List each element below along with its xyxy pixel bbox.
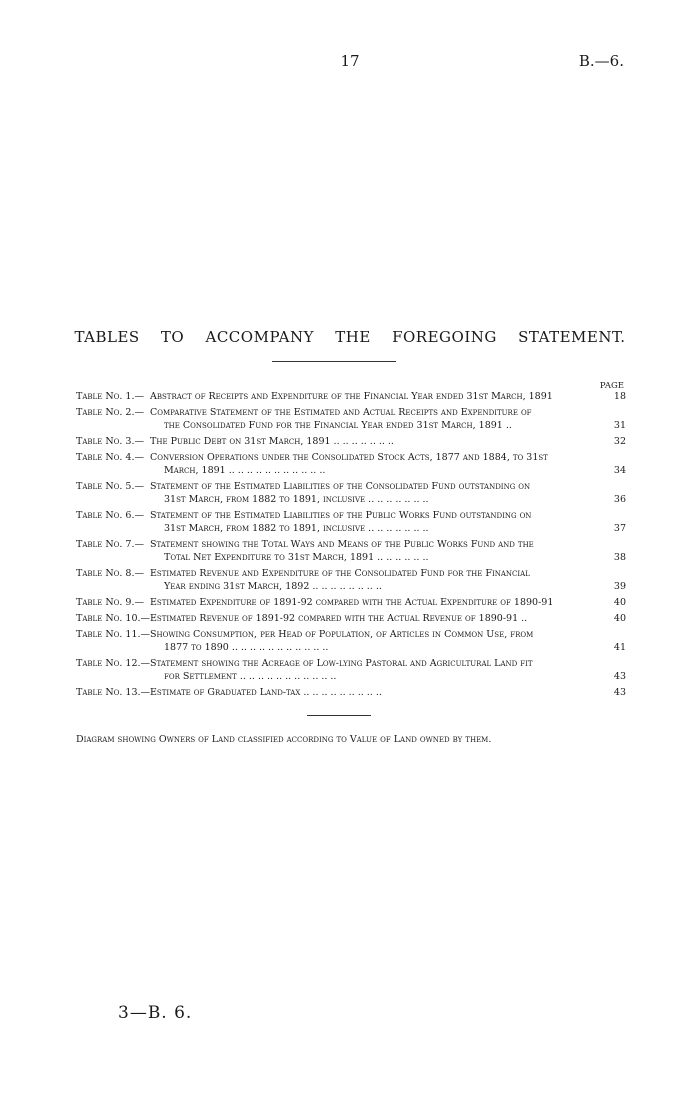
section-heading: TABLES TO ACCOMPANY THE FOREGOING STATEMENT. bbox=[74, 328, 626, 346]
toc-entry-title bbox=[150, 628, 594, 654]
heading-divider bbox=[272, 361, 396, 362]
toc-entry-title-line: Showing Consumption, per Head of Population, of Articles in Common Use, from bbox=[150, 629, 534, 640]
diagram-caption: Diagram showing Owners of Land classified according to Value of Land owned by them. bbox=[76, 734, 492, 745]
toc-entry-label: Table No. 4.— bbox=[76, 452, 144, 463]
toc-entry-label: Table No. 3.— bbox=[76, 436, 144, 447]
toc-entry bbox=[76, 509, 626, 535]
toc-entry-page: 18 bbox=[613, 391, 626, 402]
toc-entry-label: Table No. 1.— bbox=[76, 391, 144, 402]
toc-entry-title bbox=[150, 686, 594, 699]
toc-entry-title-line: Comparative Statement of the Estimated and Actual Receipts and Expenditure of bbox=[150, 407, 532, 418]
toc-entry-page: 37 bbox=[613, 523, 626, 534]
toc-entry-title-continuation: Year ending 31st March, 1892 .. .. .. .. .. .. .. .. bbox=[164, 581, 382, 592]
toc-entry bbox=[76, 612, 626, 625]
toc-entry bbox=[76, 451, 626, 477]
toc-entry-page: 43 bbox=[613, 671, 626, 682]
toc-entry bbox=[76, 657, 626, 683]
toc-entry-title bbox=[150, 406, 594, 432]
toc-entry-title-continuation: 1877 to 1890 .. .. .. .. .. .. .. .. .. .. .. bbox=[164, 642, 329, 653]
toc-entry bbox=[76, 628, 626, 654]
toc-entry-label: Table No. 8.— bbox=[76, 568, 144, 579]
toc-entry-page: 39 bbox=[613, 581, 626, 592]
toc-entry-title bbox=[150, 567, 594, 593]
toc-entry-page: 40 bbox=[613, 597, 626, 608]
toc-entry-page: 32 bbox=[613, 436, 626, 447]
toc-entry-title-continuation: 31st March, from 1882 to 1891, inclusive .. .. .. .. .. .. .. bbox=[164, 494, 429, 505]
toc-entry-title-continuation: Total Net Expenditure to 31st March, 1891 .. .. .. .. .. .. bbox=[164, 552, 429, 563]
toc-entry-label: Table No. 13.— bbox=[76, 687, 151, 698]
toc-entry-title bbox=[150, 435, 594, 448]
toc-entry bbox=[76, 596, 626, 609]
toc-entry-title-line: Estimated Revenue of 1891-92 compared with the Actual Revenue of 1890-91 .. bbox=[150, 613, 528, 624]
toc-entry-title bbox=[150, 509, 594, 535]
toc-entry-page: 31 bbox=[613, 420, 626, 431]
toc-entry bbox=[76, 480, 626, 506]
toc-entry-title-line: Statement showing the Total Ways and Means of the Public Works Fund and the bbox=[150, 539, 534, 550]
toc-entry-label: Table No. 9.— bbox=[76, 597, 144, 608]
page-number: 17 bbox=[340, 52, 360, 70]
toc-entry-title bbox=[150, 538, 594, 564]
toc-entry-title bbox=[150, 390, 594, 403]
toc-entry-title bbox=[150, 596, 594, 609]
toc-entry-page: 36 bbox=[613, 494, 626, 505]
toc-entry-title-line: Estimated Expenditure of 1891-92 compared with the Actual Expenditure of 1890-91 bbox=[150, 597, 554, 608]
toc-entry-label: Table No. 12.— bbox=[76, 658, 151, 669]
toc-entry-page: 40 bbox=[613, 613, 626, 624]
toc-entry-title-line: Statement showing the Acreage of Low-lying Pastoral and Agricultural Land fit bbox=[150, 658, 533, 669]
toc-entry bbox=[76, 686, 626, 699]
tables-list bbox=[76, 390, 626, 702]
toc-entry-title bbox=[150, 612, 594, 625]
toc-entry bbox=[76, 435, 626, 448]
toc-entry-title-continuation: March, 1891 .. .. .. .. .. .. .. .. .. .. .. bbox=[164, 465, 326, 476]
toc-entry-label: Table No. 11.— bbox=[76, 629, 151, 640]
page-column-label: PAGE bbox=[599, 381, 624, 391]
toc-entry-title-line: The Public Debt on 31st March, 1891 .. .. .. .. .. .. .. bbox=[150, 436, 394, 447]
toc-entry-page: 38 bbox=[613, 552, 626, 563]
toc-entry-title-continuation: the Consolidated Fund for the Financial Year ended 31st March, 1891 .. bbox=[164, 420, 512, 431]
toc-entry-title-continuation: for Settlement .. .. .. .. .. .. .. .. .. .. .. bbox=[164, 671, 337, 682]
toc-entry-label: Table No. 7.— bbox=[76, 539, 144, 550]
signature-mark: 3—B. 6. bbox=[118, 1003, 193, 1023]
toc-entry bbox=[76, 567, 626, 593]
toc-entry-title-continuation: 31st March, from 1882 to 1891, inclusive .. .. .. .. .. .. .. bbox=[164, 523, 429, 534]
toc-entry-page: 41 bbox=[613, 642, 626, 653]
document-reference: B.—6. bbox=[578, 52, 624, 70]
toc-entry-label: Table No. 6.— bbox=[76, 510, 144, 521]
toc-entry-title-line: Estimate of Graduated Land-tax .. .. .. .. .. .. .. .. .. bbox=[150, 687, 382, 698]
toc-entry bbox=[76, 406, 626, 432]
toc-entry-label: Table No. 5.— bbox=[76, 481, 144, 492]
toc-entry-title bbox=[150, 657, 594, 683]
toc-entry-page: 34 bbox=[613, 465, 626, 476]
toc-entry bbox=[76, 538, 626, 564]
toc-entry-title-line: Estimated Revenue and Expenditure of the Consolidated Fund for the Financial bbox=[150, 568, 530, 579]
toc-entry-title-line: Statement of the Estimated Liabilities of the Public Works Fund outstanding on bbox=[150, 510, 532, 521]
toc-entry-title-line: Abstract of Receipts and Expenditure of the Financial Year ended 31st March, 1891 bbox=[150, 391, 553, 402]
toc-entry-title-line: Statement of the Estimated Liabilities of the Consolidated Fund outstanding on bbox=[150, 481, 531, 492]
toc-entry-title bbox=[150, 451, 594, 477]
toc-entry-title bbox=[150, 480, 594, 506]
toc-entry-page: 43 bbox=[613, 687, 626, 698]
toc-entry-label: Table No. 10.— bbox=[76, 613, 151, 624]
toc-entry-title-line: Conversion Operations under the Consolidated Stock Acts, 1877 and 1884, to 31st bbox=[150, 452, 548, 463]
toc-entry bbox=[76, 390, 626, 403]
section-divider bbox=[307, 715, 371, 716]
toc-entry-label: Table No. 2.— bbox=[76, 407, 144, 418]
